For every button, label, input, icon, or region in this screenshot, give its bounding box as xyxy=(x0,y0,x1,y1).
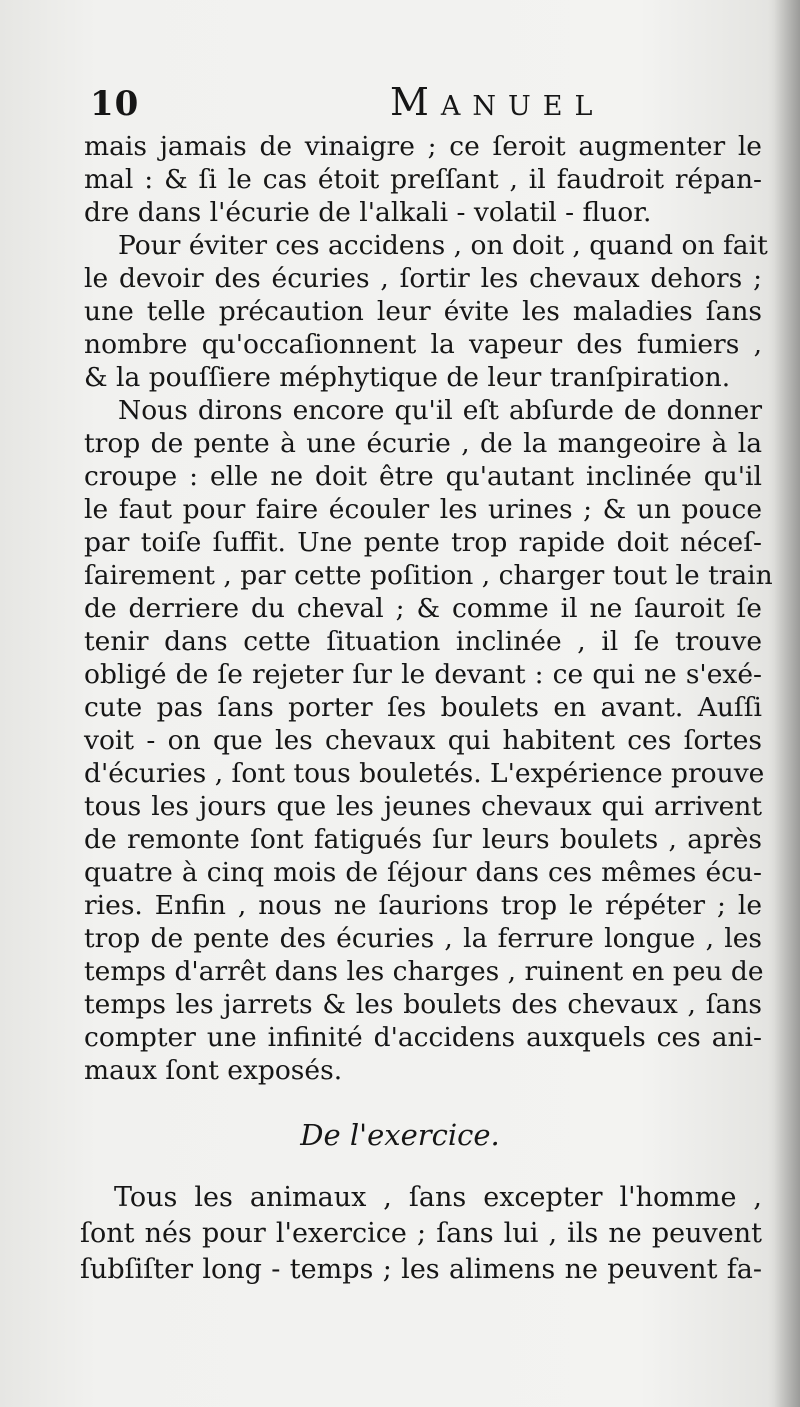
text-line: temps les jarrets & les boulets des chevaux , ſans xyxy=(84,989,762,1020)
text-line: le devoir des écuries , ſortir les chevaux dehors ; xyxy=(84,263,762,294)
text-line: Tous les animaux , ſans excepter l'homme , xyxy=(114,1182,762,1213)
text-line: quatre à cinq mois de ſéjour dans ces mêmes écu- xyxy=(84,857,762,888)
text-line: voit - on que les chevaux qui habitent ces ſortes xyxy=(84,725,762,756)
text-line: nombre qu'occaſionnent la vapeur des fumiers , xyxy=(84,329,762,360)
body-text xyxy=(84,130,773,1087)
text-line: temps d'arrêt dans les charges , ruinent en peu de xyxy=(84,956,764,987)
text-line: tenir dans cette ſituation inclinée , il ſe trouve xyxy=(84,626,762,657)
text-line: cute pas ſans porter ſes boulets en avant. Auſſi xyxy=(84,692,762,723)
text-line: une telle précaution leur évite les maladies ſans xyxy=(84,296,762,327)
text-line: le faut pour faire écouler les urines ; & un pouce xyxy=(84,494,762,525)
text-line: par toiſe ſuffit. Une pente trop rapide doit néceſ- xyxy=(84,527,762,558)
text-line: ſont nés pour l'exercice ; ſans lui , ils ne peuvent xyxy=(80,1218,762,1249)
text-line: Nous dirons encore qu'il eſt abſurde de donner xyxy=(118,395,762,426)
text-line: d'écuries , ſont tous bouletés. L'expérience prouve xyxy=(84,758,765,789)
text-line: trop de pente des écuries , la ferrure longue , les xyxy=(84,923,762,954)
section-heading: De l'exercice. xyxy=(300,1118,500,1152)
text-line: de derriere du cheval ; & comme il ne ſauroit ſe xyxy=(84,593,762,624)
text-line: tous les jours que les jeunes chevaux qui arrivent xyxy=(84,791,762,822)
text-line: ries. Enfin , nous ne ſaurions trop le répéter ; le xyxy=(84,890,762,921)
text-line: mais jamais de vinaigre ; ce ſeroit augmenter le xyxy=(84,131,762,162)
text-line: trop de pente à une écurie , de la mangeoire à la xyxy=(84,428,762,459)
text-line: Pour éviter ces accidens , on doit , quand on fait xyxy=(118,230,768,261)
text-line: dre dans l'écurie de l'alkali - volatil - fluor. xyxy=(84,197,652,228)
page-edge-shadow xyxy=(774,0,800,1407)
section-text xyxy=(80,1180,762,1288)
page-header xyxy=(90,80,750,130)
text-line: de remonte ſont fatigués ſur leurs boulets , après xyxy=(84,824,762,855)
page-number: 10 xyxy=(90,84,140,124)
text-line: obligé de ſe rejeter ſur le devant : ce qui ne s'exé- xyxy=(84,659,762,690)
text-line: & la pouſſiere méphytique de leur tranſpiration. xyxy=(84,362,731,393)
text-line: mal : & ſi le cas étoit preſſant , il faudroit répan- xyxy=(84,164,762,195)
text-line: croupe : elle ne doit être qu'autant inclinée qu'il xyxy=(84,461,762,492)
running-head: Manuel xyxy=(390,80,605,124)
text-line: compter une infinité d'accidens auxquels ces ani- xyxy=(84,1022,762,1053)
text-line: ſubſiſter long - temps ; les alimens ne peuvent fa- xyxy=(80,1254,762,1285)
text-line: ſairement , par cette poſition , charger tout le train xyxy=(84,560,773,591)
text-line: maux ſont exposés. xyxy=(84,1055,343,1086)
